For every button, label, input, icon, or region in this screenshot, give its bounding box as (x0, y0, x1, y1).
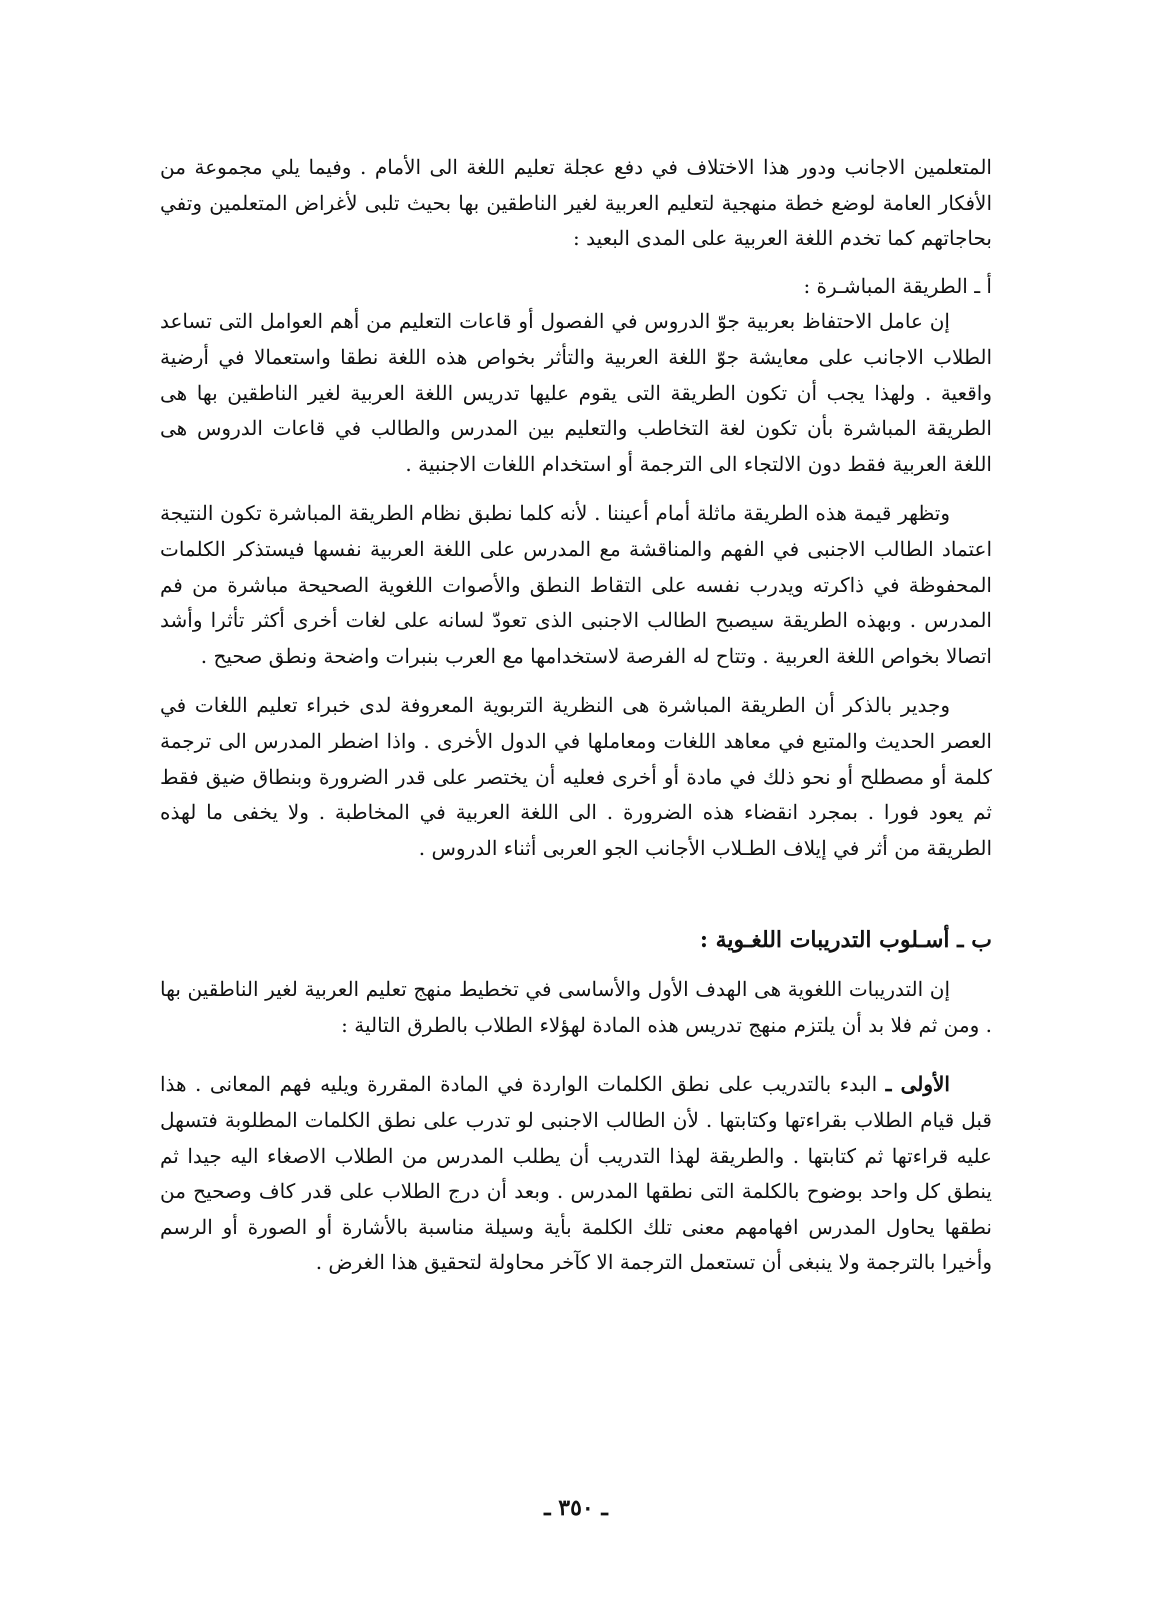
section-a-paragraph-2: وتظهر قيمة هذه الطريقة ماثلة أمام أعيننا . لأنه كلما نطبق نظام الطريقة المباشرة تكون النتيجة اعتماد الطالب الاجنبى في الفهم والمناقشة مع المدرس على اللغة العربية نفسها فيستذكر الكلمات المحفوظة في ذاكرته ويدرب نفسه على التقاط النطق والأصوات اللغوية الصحيحة مباشرة من فم المدرس . وبهذه الطريقة سيصبح الطالب الاجنبى الذى تعودّ لسانه على لغات أخرى أكثر تأثرا وأشد اتصالا بخواص اللغة العربية . وتتاح له الفرصة لاستخدامها مع العرب بنبرات واضحة ونطق صحيح . (160, 501, 992, 668)
section-b-paragraph-1: إن التدريبات اللغوية هى الهدف الأول والأساسى في تخطيط منهج تعليم العربية لغير الناطقين بها . ومن ثم فلا بد أن يلتزم منهج تدريس هذه المادة لهؤلاء الطلاب بالطرق التالية : (160, 977, 992, 1037)
section-b-paragraph-2 (160, 1067, 992, 1281)
section-a-heading: أ ـ الطريقة المباشـرة : (803, 273, 992, 298)
first-method-text: البدء بالتدريب على نطق الكلمات الواردة في المادة المقررة ويليه فهم المعانى . هذا قبل قيام الطلاب بقراءتها وكتابتها . لأن الطالب الاجنبى لو تدرب على نطق الكلمات المطلوبة فتسهل عليه قراءتها ثم كتابتها . والطريقة لهذا التدريب أن يطلب المدرس من الطلاب الاصغاء اليه جيدا ثم ينطق كل واحد بوضوح بالكلمة التى نطقها المدرس . وبعد أن درج الطلاب على قدر كاف وصحيح من نطقها يحاول المدرس افهامهم معنى تلك الكلمة بأية وسيلة مناسبة بالأشارة أو الصورة أو الرسم وأخيرا بالترجمة ولا ينبغى أن تستعمل الترجمة الا كآخر محاولة لتحقيق هذا الغرض . (160, 1072, 992, 1275)
intro-paragraph: المتعلمين الاجانب ودور هذا الاختلاف في دفع عجلة تعليم اللغة الى الأمام . وفيما يلي مجموعة من الأفكار العامة لوضع خطة منهجية لتعليم العربية لغير الناطقين بها بحيث تلبى لأغراض المتعلمين وتفي بحاجاتهم كما تخدم اللغة العربية على المدى البعيد : (160, 155, 992, 251)
first-method-label: الأولى ـ (885, 1072, 950, 1097)
section-a-paragraph-3: وجدير بالذكر أن الطريقة المباشرة هى النظرية التربوية المعروفة لدى خبراء تعليم اللغات في العصر الحديث والمتبع في معاهد اللغات ومعاملها في الدول الأخرى . واذا اضطر المدرس الى ترجمة كلمة أو مصطلح أو نحو ذلك في مادة أو أخرى فعليه أن يختصر على قدر الضرورة وبنطاق ضيق فقط ثم يعود فورا . بمجرد انقضاء هذه الضرورة . الى اللغة العربية في المخاطبة . ولا يخفى ما لهذه الطريقة من أثر في إيلاف الطـلاب الأجانب الجو العربى أثناء الدروس . (160, 693, 992, 860)
section-a-paragraph-1: إن عامل الاحتفاظ بعربية جوّ الدروس في الفصول أو قاعات التعليم من أهم العوامل التى تساعد الطلاب الاجانب على معايشة جوّ اللغة العربية والتأثر بخواص هذه اللغة نطقا واستعمالا في أرضية واقعية . ولهذا يجب أن تكون الطريقة التى يقوم عليها تدريس اللغة العربية لغير الناطقين بها هى الطريقة المباشرة بأن تكون لغة التخاطب والتعليم بين المدرس والطالب في قاعات الدروس هى اللغة العربية فقط دون الالتجاء الى الترجمة أو استخدام اللغات الاجنبية . (160, 309, 992, 476)
section-b-heading: ب ـ أسـلوب التدريبات اللغـوية : (699, 927, 992, 954)
page-number: ـ ٣٥٠ ـ (544, 1495, 608, 1521)
